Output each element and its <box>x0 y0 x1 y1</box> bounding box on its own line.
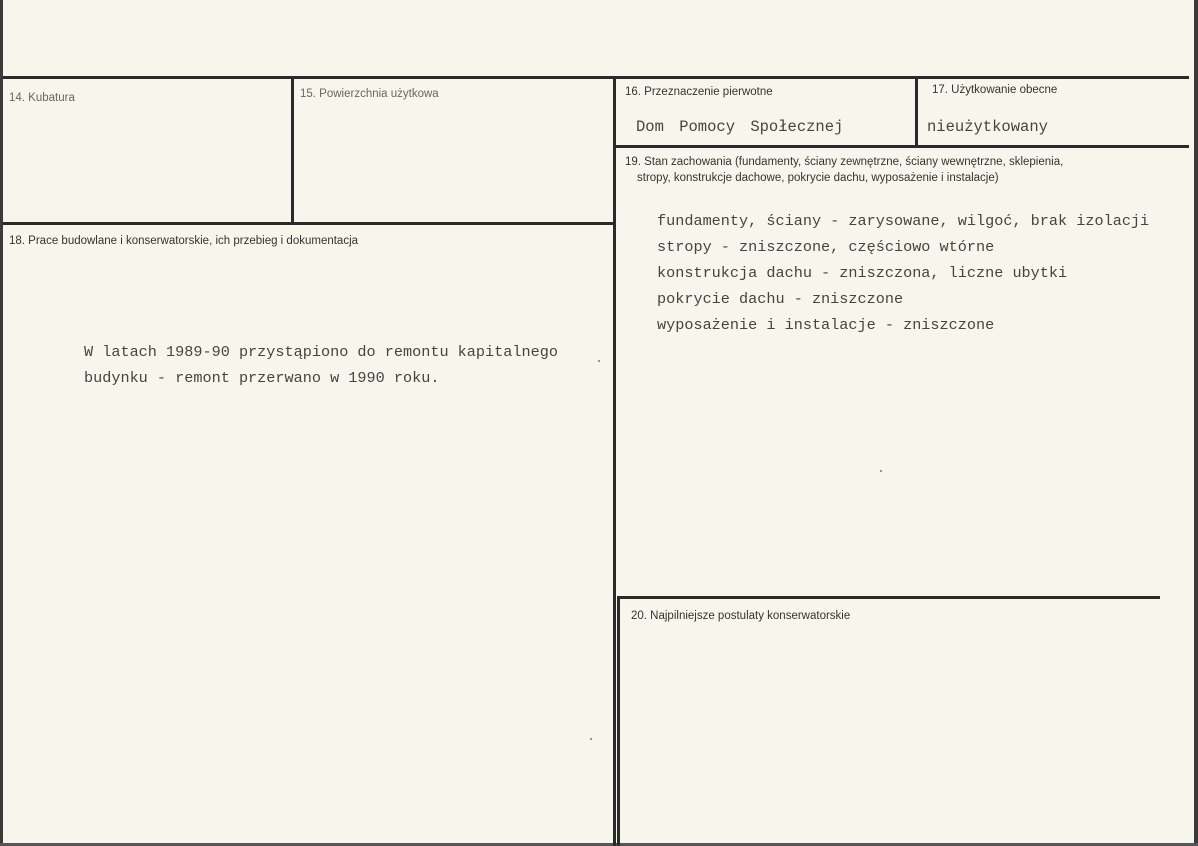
field-18-label: 18. Prace budowlane i konserwatorskie, ich przebieg i dokumentacja <box>9 235 359 247</box>
divider-main-lower <box>617 596 620 846</box>
field-18-line-2: budynku - remont przerwano w 1990 roku. <box>84 369 440 387</box>
field-17-label: 17. Użytkowanie obecne <box>932 84 1058 96</box>
rule-above-field20 <box>618 596 1160 599</box>
paper-speck <box>590 738 592 740</box>
card-right-edge <box>1194 0 1198 846</box>
field-16-label: 16. Przeznaczenie pierwotne <box>625 86 773 98</box>
rule-below-row1-right <box>615 145 1189 148</box>
field-16-value: Dom Pomocy Społecznej <box>636 118 844 136</box>
field-18-line-1: W latach 1989-90 przystąpiono do remontu kapitalnego <box>84 343 558 361</box>
field-19-line-3: konstrukcja dachu - zniszczona, liczne ubytki <box>657 264 1068 282</box>
card-left-edge <box>0 0 3 846</box>
field-15-label: 15. Powierzchnia użytkowa <box>300 88 439 100</box>
field-19-line-5: wyposażenie i instalacje - zniszczone <box>657 316 995 334</box>
field-19-line-2: stropy - zniszczone, częściowo wtórne <box>657 238 995 256</box>
field-17-value: nieużytkowany <box>927 118 1048 136</box>
paper-speck <box>880 470 882 472</box>
field-14-label: 14. Kubatura <box>9 92 75 104</box>
field-20-label: 20. Najpilniejsze postulaty konserwatorskie <box>631 610 851 622</box>
paper-speck <box>598 360 600 362</box>
field-19-label-line-1: 19. Stan zachowania (fundamenty, ściany zewnętrzne, ściany wewnętrzne, sklepienia, <box>625 156 1064 168</box>
field-19-label-line-2: stropy, konstrukcje dachowe, pokrycie dachu, wyposażenie i instalacje) <box>637 172 999 184</box>
divider-main <box>613 76 616 846</box>
divider-14-15 <box>291 76 294 223</box>
field-19-line-4: pokrycie dachu - zniszczone <box>657 290 904 308</box>
rule-below-row1-left <box>3 222 615 225</box>
divider-16-17 <box>915 76 918 146</box>
field-19-line-1: fundamenty, ściany - zarysowane, wilgoć, brak izolacji <box>657 212 1150 230</box>
top-rule <box>3 76 1189 79</box>
